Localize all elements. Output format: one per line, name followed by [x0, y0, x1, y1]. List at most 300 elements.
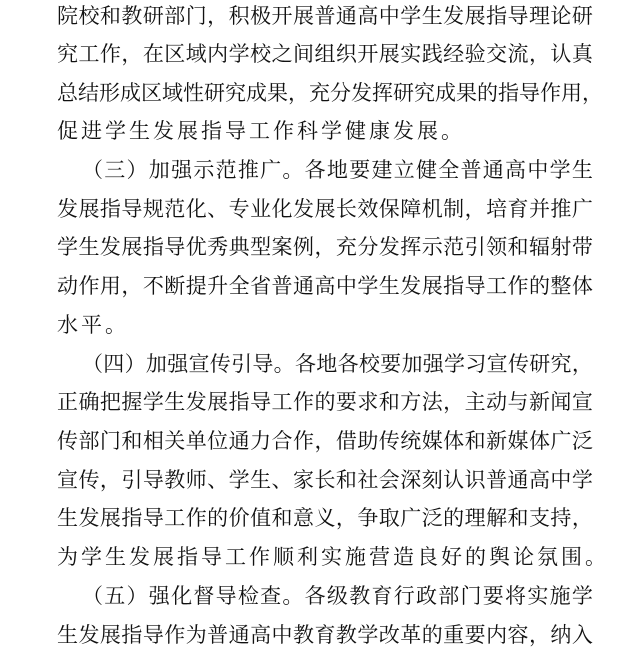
- glyph: 、: [207, 197, 229, 221]
- glyph: 媒: [421, 429, 443, 453]
- glyph: 校: [250, 42, 272, 66]
- glyph: 持: [550, 506, 572, 530]
- glyph: 引: [231, 352, 253, 376]
- glyph: 引: [464, 235, 486, 259]
- glyph: 动: [486, 390, 508, 414]
- glyph: 指: [443, 274, 465, 298]
- glyph: 传: [378, 429, 400, 453]
- glyph: 指: [121, 506, 143, 530]
- glyph: 义: [314, 506, 336, 530]
- glyph: 争: [357, 506, 379, 530]
- glyph: 普: [314, 4, 336, 28]
- glyph: 导: [121, 197, 143, 221]
- glyph: 与: [507, 390, 529, 414]
- glyph: 培: [486, 197, 508, 221]
- glyph: 支: [528, 506, 550, 530]
- glyph: 研: [393, 81, 414, 105]
- glyph: 域: [185, 42, 207, 66]
- glyph: 分: [357, 235, 379, 259]
- glyph: 推: [237, 158, 259, 182]
- glyph: 加: [145, 352, 167, 376]
- glyph: 入: [571, 623, 593, 647]
- glyph: 意: [292, 506, 314, 530]
- glyph: 展: [421, 274, 443, 298]
- glyph: 化: [171, 584, 193, 608]
- glyph: 学: [549, 158, 571, 182]
- glyph: 各: [294, 352, 316, 376]
- glyph: 化: [185, 197, 207, 221]
- glyph: 学: [142, 390, 164, 414]
- glyph: 学: [357, 623, 379, 647]
- glyph: 广: [400, 506, 422, 530]
- glyph: 加: [401, 352, 423, 376]
- glyph: 门: [185, 4, 207, 28]
- glyph: 法: [421, 390, 443, 414]
- glyph: 型: [250, 235, 272, 259]
- glyph: 和: [335, 468, 357, 492]
- glyph: 位: [207, 429, 229, 453]
- glyph: 工: [271, 390, 293, 414]
- glyph: 作: [185, 506, 207, 530]
- glyph: 指: [498, 81, 519, 105]
- glyph: 断: [164, 274, 186, 298]
- glyph: 发: [400, 274, 422, 298]
- glyph: 区: [141, 81, 162, 105]
- glyph: 效: [357, 197, 379, 221]
- glyph: 宣: [57, 468, 78, 492]
- glyph: ，: [582, 81, 603, 105]
- glyph: 学: [57, 235, 78, 259]
- glyph: 导: [142, 623, 164, 647]
- glyph: 媒: [507, 429, 529, 453]
- glyph: 要: [349, 158, 371, 182]
- glyph: 导: [507, 4, 529, 28]
- glyph: 传: [78, 468, 100, 492]
- text-line: [0, 619, 635, 651]
- glyph: 督: [193, 584, 215, 608]
- glyph: 和: [507, 506, 529, 530]
- glyph: 值: [250, 506, 272, 530]
- glyph: 育: [507, 197, 529, 221]
- glyph: 新: [486, 429, 508, 453]
- glyph: 指: [486, 4, 508, 28]
- glyph: 展: [314, 197, 336, 221]
- glyph: 社: [357, 468, 379, 492]
- glyph: 把: [99, 390, 121, 414]
- glyph: 助: [357, 429, 379, 453]
- glyph: 高: [505, 158, 527, 182]
- glyph: ，: [314, 235, 336, 259]
- glyph: 长: [314, 468, 336, 492]
- glyph: 究: [550, 352, 572, 376]
- glyph: 化: [271, 197, 293, 221]
- glyph: 积: [228, 4, 250, 28]
- glyph: 将: [505, 584, 527, 608]
- glyph: 会: [378, 468, 400, 492]
- glyph: 立: [393, 158, 415, 182]
- glyph: 革: [400, 623, 422, 647]
- glyph: 生: [571, 158, 593, 182]
- glyph: 范: [215, 158, 237, 182]
- glyph: 并: [528, 197, 550, 221]
- text-line: [0, 0, 635, 32]
- glyph: 加: [148, 158, 170, 182]
- glyph: 全: [438, 158, 460, 182]
- section-heading-line: [0, 348, 635, 380]
- glyph: 高: [528, 468, 550, 492]
- glyph: 通: [335, 4, 357, 28]
- glyph: 实: [400, 42, 422, 66]
- glyph: 深: [400, 468, 422, 492]
- glyph: 展: [207, 390, 229, 414]
- glyph: 。: [282, 158, 304, 182]
- glyph: 和: [271, 506, 293, 530]
- glyph: 展: [292, 4, 314, 28]
- glyph: 示: [421, 235, 443, 259]
- glyph: 展: [99, 623, 121, 647]
- glyph: 的: [528, 274, 550, 298]
- glyph: 专: [228, 197, 250, 221]
- glyph: 发: [78, 506, 100, 530]
- glyph: ，: [571, 506, 593, 530]
- glyph: 组: [314, 42, 336, 66]
- glyph: 究: [414, 81, 435, 105]
- glyph: 指: [99, 197, 121, 221]
- glyph: 、: [271, 468, 293, 492]
- section-heading-line: [0, 154, 635, 186]
- glyph: 正: [57, 390, 78, 414]
- glyph: 生: [57, 506, 78, 530]
- glyph: 开: [357, 42, 379, 66]
- glyph: 广: [550, 429, 572, 453]
- glyph: 广: [260, 158, 282, 182]
- glyph: 学: [571, 584, 593, 608]
- glyph: 四: [103, 352, 125, 376]
- text-line: 促进学生发展指导工作科学健康发展。: [57, 119, 465, 143]
- glyph: 提: [185, 274, 207, 298]
- glyph: 学: [444, 352, 466, 376]
- glyph: 部: [78, 429, 100, 453]
- glyph: 各: [337, 352, 359, 376]
- glyph: 内: [207, 42, 229, 66]
- glyph: 和: [507, 235, 529, 259]
- glyph: 的: [443, 506, 465, 530]
- glyph: ，: [207, 4, 229, 28]
- glyph: 践: [421, 42, 443, 66]
- glyph: 生: [164, 390, 186, 414]
- glyph: 挥: [372, 81, 393, 105]
- glyph: ，: [99, 468, 121, 492]
- glyph: 发: [78, 623, 100, 647]
- glyph: 案: [271, 235, 293, 259]
- glyph: 主: [464, 390, 486, 414]
- glyph: 纳: [550, 623, 572, 647]
- glyph: 学: [228, 468, 250, 492]
- glyph: 确: [78, 390, 100, 414]
- glyph: 师: [185, 468, 207, 492]
- glyph: 要: [482, 584, 504, 608]
- glyph: 院: [57, 4, 78, 28]
- glyph: 充: [309, 81, 330, 105]
- glyph: 强: [167, 352, 189, 376]
- glyph: 用: [561, 81, 582, 105]
- glyph: 教: [292, 623, 314, 647]
- glyph: 带: [571, 235, 593, 259]
- glyph: 导: [142, 506, 164, 530]
- glyph: 行: [393, 584, 415, 608]
- glyph: 习: [465, 352, 487, 376]
- glyph: 长: [335, 197, 357, 221]
- glyph: 查: [260, 584, 282, 608]
- glyph: 通: [507, 468, 529, 492]
- glyph: ，: [314, 429, 336, 453]
- glyph: 部: [438, 584, 460, 608]
- glyph: 究: [57, 42, 78, 66]
- glyph: 重: [443, 623, 465, 647]
- glyph: 研: [529, 352, 551, 376]
- glyph: 教: [164, 468, 186, 492]
- glyph: 究: [225, 81, 246, 105]
- glyph: 典: [228, 235, 250, 259]
- glyph: 的: [207, 506, 229, 530]
- glyph: 秀: [207, 235, 229, 259]
- glyph: 研: [571, 4, 593, 28]
- glyph: 三: [104, 158, 126, 182]
- glyph: 之: [271, 42, 293, 66]
- glyph: 中: [335, 274, 357, 298]
- text-line: 为学生发展指导工作顺利实施营造良好的舆论氛围。: [57, 545, 609, 569]
- glyph: 高: [357, 4, 379, 28]
- glyph: 研: [142, 4, 164, 28]
- glyph: 论: [550, 4, 572, 28]
- glyph: 相: [142, 429, 164, 453]
- glyph: 发: [378, 235, 400, 259]
- glyph: 导: [519, 81, 540, 105]
- glyph: 体: [443, 429, 465, 453]
- glyph: 统: [400, 429, 422, 453]
- glyph: 传: [57, 429, 78, 453]
- glyph: 普: [460, 158, 482, 182]
- glyph: 级: [326, 584, 348, 608]
- glyph: 五: [104, 584, 126, 608]
- glyph: ，: [335, 506, 357, 530]
- glyph: 宣: [571, 390, 593, 414]
- glyph: 育: [371, 584, 393, 608]
- glyph: 方: [400, 390, 422, 414]
- glyph: 求: [357, 390, 379, 414]
- glyph: 制: [443, 197, 465, 221]
- glyph: 业: [250, 197, 272, 221]
- glyph: 校: [78, 4, 100, 28]
- glyph: 真: [571, 42, 593, 66]
- text-line: [0, 464, 635, 496]
- glyph: 工: [486, 274, 508, 298]
- glyph: 导: [215, 584, 237, 608]
- glyph: 普: [207, 623, 229, 647]
- glyph: 中: [271, 623, 293, 647]
- glyph: 生: [378, 274, 400, 298]
- glyph: 施: [549, 584, 571, 608]
- glyph: 生: [250, 468, 272, 492]
- glyph: 理: [528, 4, 550, 28]
- glyph: 领: [486, 235, 508, 259]
- glyph: 强: [422, 352, 444, 376]
- glyph: （: [82, 584, 103, 608]
- glyph: 例: [292, 235, 314, 259]
- glyph: 作: [292, 390, 314, 414]
- glyph: 强: [148, 584, 170, 608]
- glyph: ，: [121, 274, 143, 298]
- glyph: 教: [121, 4, 143, 28]
- glyph: （: [82, 158, 103, 182]
- text-line: [0, 77, 635, 109]
- glyph: 检: [237, 584, 259, 608]
- text-line: [0, 231, 635, 263]
- glyph: 育: [314, 623, 336, 647]
- glyph: 解: [486, 506, 508, 530]
- glyph: 改: [378, 623, 400, 647]
- glyph: 的: [421, 623, 443, 647]
- glyph: 宣: [486, 352, 508, 376]
- glyph: 动: [57, 274, 78, 298]
- glyph: ，: [464, 197, 486, 221]
- glyph: ）: [124, 352, 146, 376]
- glyph: 的: [477, 81, 498, 105]
- glyph: 生: [421, 4, 443, 28]
- glyph: 织: [335, 42, 357, 66]
- glyph: 形: [99, 81, 120, 105]
- glyph: ，: [571, 352, 593, 376]
- text-line: 水平。: [57, 313, 129, 337]
- glyph: 指: [142, 235, 164, 259]
- glyph: 广: [571, 197, 593, 221]
- glyph: 校: [358, 352, 380, 376]
- glyph: 交: [486, 42, 508, 66]
- glyph: 指: [121, 623, 143, 647]
- glyph: 普: [486, 468, 508, 492]
- glyph: 省: [250, 274, 272, 298]
- glyph: 展: [464, 4, 486, 28]
- glyph: 关: [164, 429, 186, 453]
- glyph: 规: [142, 197, 164, 221]
- glyph: 展: [78, 197, 100, 221]
- glyph: 高: [314, 274, 336, 298]
- glyph: 认: [443, 468, 465, 492]
- glyph: 学: [571, 468, 593, 492]
- glyph: 为: [185, 623, 207, 647]
- glyph: 发: [292, 197, 314, 221]
- glyph: 价: [228, 506, 250, 530]
- glyph: 学: [228, 42, 250, 66]
- glyph: 门: [460, 584, 482, 608]
- text-line: [0, 386, 635, 418]
- glyph: 和: [121, 429, 143, 453]
- glyph: 研: [204, 81, 225, 105]
- glyph: 政: [415, 584, 437, 608]
- glyph: 地: [316, 352, 338, 376]
- glyph: 学: [400, 4, 422, 28]
- glyph: 总: [57, 81, 78, 105]
- glyph: 成: [120, 81, 141, 105]
- glyph: 地: [326, 158, 348, 182]
- glyph: 握: [121, 390, 143, 414]
- glyph: 和: [378, 390, 400, 414]
- glyph: 作: [507, 274, 529, 298]
- glyph: 引: [121, 468, 143, 492]
- glyph: ，: [288, 81, 309, 105]
- glyph: 认: [550, 42, 572, 66]
- glyph: 导: [250, 390, 272, 414]
- glyph: 闻: [550, 390, 572, 414]
- glyph: 中: [378, 4, 400, 28]
- glyph: 体: [571, 274, 593, 298]
- glyph: 导: [464, 274, 486, 298]
- glyph: 域: [162, 81, 183, 105]
- glyph: 门: [99, 429, 121, 453]
- glyph: 要: [335, 390, 357, 414]
- glyph: 指: [228, 390, 250, 414]
- glyph: 建: [371, 158, 393, 182]
- glyph: 导: [164, 235, 186, 259]
- glyph: 通: [228, 623, 250, 647]
- glyph: 结: [78, 81, 99, 105]
- glyph: 宣: [188, 352, 210, 376]
- glyph: 障: [400, 197, 422, 221]
- glyph: 、: [207, 468, 229, 492]
- glyph: 验: [464, 42, 486, 66]
- glyph: 高: [250, 623, 272, 647]
- glyph: 展: [121, 235, 143, 259]
- glyph: 中: [527, 158, 549, 182]
- glyph: 保: [378, 197, 400, 221]
- glyph: 要: [380, 352, 402, 376]
- glyph: 分: [330, 81, 351, 105]
- glyph: ，: [121, 42, 143, 66]
- glyph: 力: [250, 429, 272, 453]
- glyph: 展: [99, 506, 121, 530]
- glyph: 优: [185, 235, 207, 259]
- glyph: 成: [246, 81, 267, 105]
- glyph: 理: [464, 506, 486, 530]
- glyph: 区: [164, 42, 186, 66]
- glyph: 发: [57, 197, 78, 221]
- glyph: 辐: [528, 235, 550, 259]
- glyph: ，: [528, 42, 550, 66]
- glyph: ）: [126, 158, 148, 182]
- glyph: 工: [164, 506, 186, 530]
- glyph: ，: [443, 390, 465, 414]
- glyph: 取: [378, 506, 400, 530]
- glyph: ）: [126, 584, 148, 608]
- glyph: 用: [99, 274, 121, 298]
- glyph: 全: [228, 274, 250, 298]
- glyph: 发: [99, 235, 121, 259]
- glyph: 新: [528, 390, 550, 414]
- glyph: 流: [507, 42, 529, 66]
- glyph: 充: [335, 235, 357, 259]
- glyph: 学: [357, 274, 379, 298]
- glyph: 教: [335, 623, 357, 647]
- glyph: 识: [464, 468, 486, 492]
- glyph: 体: [528, 429, 550, 453]
- glyph: 通: [292, 274, 314, 298]
- glyph: 示: [193, 158, 215, 182]
- glyph: 不: [142, 274, 164, 298]
- text-line: [0, 270, 635, 302]
- glyph: 极: [250, 4, 272, 28]
- text-line: [0, 193, 635, 225]
- glyph: 传: [209, 352, 231, 376]
